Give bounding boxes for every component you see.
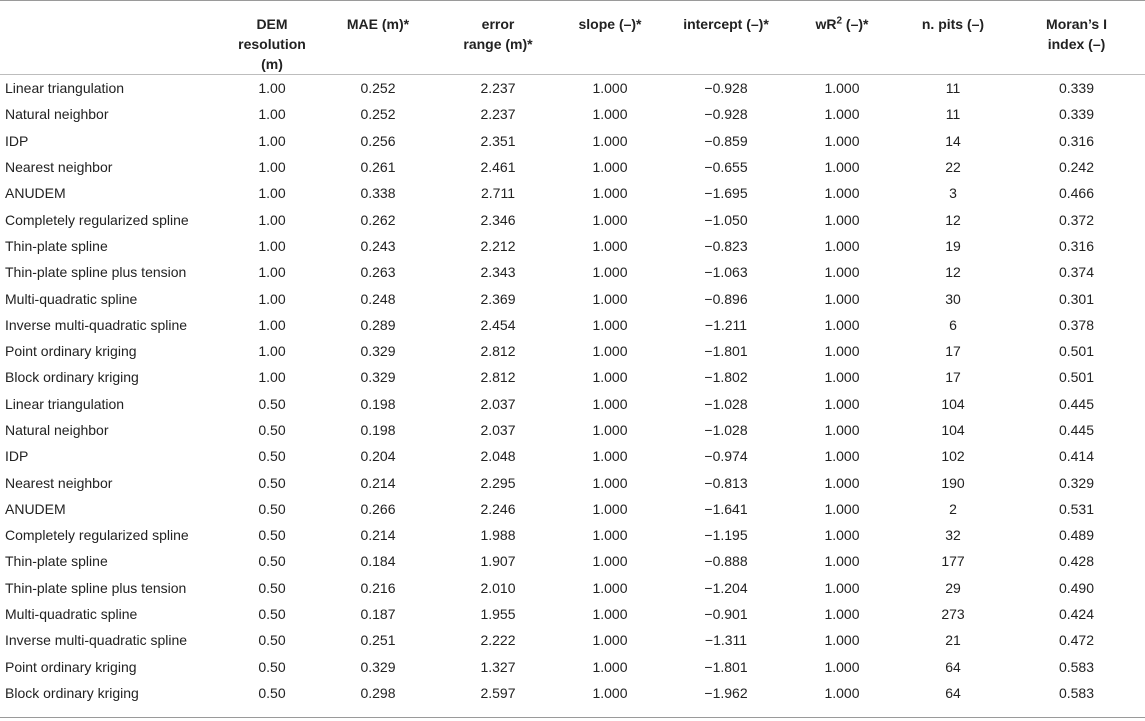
cell-n-pits: 2 bbox=[949, 500, 957, 517]
header-mae bbox=[314, 0, 442, 75]
cell-dem-resolution: 1.00 bbox=[258, 159, 286, 176]
table-row bbox=[0, 575, 1145, 601]
cell-wr2: 1.000 bbox=[824, 632, 860, 649]
table-row bbox=[0, 75, 1145, 101]
cell-n-pits: 12 bbox=[945, 211, 961, 228]
cell-error-range: 2.212 bbox=[480, 237, 516, 254]
cell-method: Linear triangulation bbox=[5, 395, 125, 412]
cell-morans-i: 0.583 bbox=[1058, 684, 1095, 701]
cell-wr2: 1.000 bbox=[824, 80, 860, 97]
header-method bbox=[0, 0, 230, 75]
cell-intercept: −1.801 bbox=[704, 343, 748, 360]
cell-morans-i: 0.490 bbox=[1058, 579, 1095, 596]
table-bottom-rule bbox=[0, 717, 1145, 718]
cell-mae: 0.262 bbox=[360, 211, 396, 228]
cell-n-pits: 177 bbox=[941, 553, 965, 570]
table-row bbox=[0, 627, 1145, 653]
table-row bbox=[0, 548, 1145, 574]
cell-intercept: −1.311 bbox=[704, 632, 748, 649]
table-row bbox=[0, 496, 1145, 522]
cell-mae: 0.187 bbox=[360, 606, 396, 623]
table-row bbox=[0, 417, 1145, 443]
cell-n-pits: 29 bbox=[945, 579, 961, 596]
cell-intercept: −1.211 bbox=[704, 316, 748, 333]
cell-intercept: −0.655 bbox=[704, 159, 748, 176]
cell-slope: 1.000 bbox=[592, 132, 628, 149]
cell-n-pits: 11 bbox=[945, 106, 961, 123]
header-morans-i bbox=[1008, 0, 1145, 75]
cell-slope: 1.000 bbox=[592, 395, 628, 412]
cell-wr2: 1.000 bbox=[824, 106, 860, 123]
cell-method: Linear triangulation bbox=[5, 80, 125, 97]
cell-intercept: −1.050 bbox=[704, 211, 748, 228]
table-row bbox=[0, 259, 1145, 285]
cell-slope: 1.000 bbox=[592, 316, 628, 333]
cell-wr2: 1.000 bbox=[824, 369, 860, 386]
cell-morans-i: 0.472 bbox=[1058, 632, 1095, 649]
cell-method: Completely regularized spline bbox=[5, 211, 189, 228]
cell-n-pits: 17 bbox=[945, 343, 961, 360]
cell-method: Completely regularized spline bbox=[5, 527, 189, 544]
cell-dem-resolution: 1.00 bbox=[258, 237, 286, 254]
table-row bbox=[0, 364, 1145, 390]
cell-intercept: −0.888 bbox=[704, 553, 748, 570]
cell-error-range: 2.222 bbox=[480, 632, 516, 649]
cell-mae: 0.204 bbox=[360, 448, 396, 465]
cell-dem-resolution: 0.50 bbox=[258, 527, 286, 544]
cell-error-range: 2.369 bbox=[480, 290, 516, 307]
cell-dem-resolution: 0.50 bbox=[258, 500, 286, 517]
cell-mae: 0.216 bbox=[360, 579, 396, 596]
cell-wr2: 1.000 bbox=[824, 185, 860, 202]
cell-morans-i: 0.583 bbox=[1058, 658, 1095, 675]
cell-intercept: −0.823 bbox=[704, 237, 748, 254]
cell-morans-i: 0.445 bbox=[1058, 422, 1095, 438]
cell-dem-resolution: 1.00 bbox=[258, 80, 286, 97]
header-wr-text: wR bbox=[815, 16, 837, 32]
cell-wr2: 1.000 bbox=[824, 527, 860, 544]
cell-morans-i: 0.316 bbox=[1058, 237, 1095, 254]
cell-intercept: −1.028 bbox=[704, 395, 748, 412]
cell-mae: 0.252 bbox=[360, 80, 396, 97]
cell-slope: 1.000 bbox=[592, 264, 628, 281]
cell-morans-i: 0.489 bbox=[1058, 527, 1095, 544]
cell-intercept: −1.204 bbox=[704, 579, 748, 596]
cell-wr2: 1.000 bbox=[824, 422, 860, 438]
cell-morans-i: 0.501 bbox=[1058, 369, 1095, 386]
cell-mae: 0.289 bbox=[360, 316, 396, 333]
cell-mae: 0.252 bbox=[360, 106, 396, 123]
cell-mae: 0.338 bbox=[360, 185, 396, 202]
cell-method: Block ordinary kriging bbox=[5, 369, 139, 386]
cell-error-range: 2.037 bbox=[480, 395, 516, 412]
cell-method: IDP bbox=[5, 132, 29, 149]
header-intercept bbox=[666, 0, 786, 75]
cell-n-pits: 190 bbox=[941, 474, 965, 491]
cell-morans-i: 0.242 bbox=[1058, 159, 1095, 176]
cell-mae: 0.214 bbox=[360, 527, 396, 544]
table-row bbox=[0, 101, 1145, 127]
cell-wr2: 1.000 bbox=[824, 395, 860, 412]
cell-error-range: 2.037 bbox=[480, 422, 516, 438]
cell-n-pits: 3 bbox=[949, 185, 957, 202]
cell-wr2: 1.000 bbox=[824, 579, 860, 596]
header-wr-unit: (–)* bbox=[842, 16, 869, 32]
cell-method: Block ordinary kriging bbox=[5, 684, 139, 701]
cell-intercept: −1.801 bbox=[704, 658, 748, 675]
table-row bbox=[0, 206, 1145, 232]
cell-wr2: 1.000 bbox=[824, 343, 860, 360]
cell-method: Natural neighbor bbox=[5, 422, 109, 438]
header-moran-line2: index (–) bbox=[1047, 36, 1106, 52]
cell-mae: 0.214 bbox=[360, 474, 396, 491]
cell-method: Point ordinary kriging bbox=[5, 658, 137, 675]
table-row bbox=[0, 522, 1145, 548]
cell-wr2: 1.000 bbox=[824, 448, 860, 465]
table-row bbox=[0, 312, 1145, 338]
cell-method: Multi-quadratic spline bbox=[5, 606, 138, 623]
cell-error-range: 2.812 bbox=[480, 369, 516, 386]
header-dem-line1: DEM bbox=[256, 16, 288, 32]
cell-intercept: −0.896 bbox=[704, 290, 748, 307]
header-intercept-text: intercept (–)* bbox=[683, 16, 769, 32]
cell-slope: 1.000 bbox=[592, 211, 628, 228]
cell-method: Natural neighbor bbox=[5, 106, 109, 123]
table-row bbox=[0, 285, 1145, 311]
cell-method: Nearest neighbor bbox=[5, 474, 113, 491]
cell-dem-resolution: 1.00 bbox=[258, 290, 286, 307]
header-n-pits bbox=[898, 0, 1008, 75]
cell-error-range: 1.988 bbox=[480, 527, 516, 544]
cell-mae: 0.329 bbox=[360, 658, 396, 675]
header-slope bbox=[554, 0, 666, 75]
cell-slope: 1.000 bbox=[592, 527, 628, 544]
cell-mae: 0.298 bbox=[360, 684, 396, 701]
cell-wr2: 1.000 bbox=[824, 316, 860, 333]
table-row bbox=[0, 443, 1145, 469]
cell-error-range: 2.295 bbox=[480, 474, 516, 491]
cell-morans-i: 0.372 bbox=[1058, 211, 1095, 228]
cell-n-pits: 273 bbox=[941, 606, 965, 623]
cell-error-range: 2.048 bbox=[480, 448, 516, 465]
cell-mae: 0.251 bbox=[360, 632, 396, 649]
cell-dem-resolution: 0.50 bbox=[258, 606, 286, 623]
cell-mae: 0.248 bbox=[360, 290, 396, 307]
cell-method: IDP bbox=[5, 448, 29, 465]
cell-intercept: −0.859 bbox=[704, 132, 748, 149]
cell-mae: 0.261 bbox=[360, 159, 396, 176]
cell-morans-i: 0.501 bbox=[1058, 343, 1095, 360]
cell-morans-i: 0.414 bbox=[1058, 448, 1095, 465]
cell-slope: 1.000 bbox=[592, 448, 628, 465]
cell-morans-i: 0.378 bbox=[1058, 316, 1095, 333]
cell-dem-resolution: 0.50 bbox=[258, 632, 286, 649]
cell-wr2: 1.000 bbox=[824, 684, 860, 701]
cell-error-range: 2.454 bbox=[480, 316, 516, 333]
cell-dem-resolution: 0.50 bbox=[258, 474, 286, 491]
cell-n-pits: 11 bbox=[945, 80, 961, 97]
cell-slope: 1.000 bbox=[592, 553, 628, 570]
cell-mae: 0.243 bbox=[360, 237, 396, 254]
cell-dem-resolution: 0.50 bbox=[258, 658, 286, 675]
cell-intercept: −1.641 bbox=[704, 500, 748, 517]
cell-error-range: 2.246 bbox=[480, 500, 516, 517]
cell-intercept: −0.813 bbox=[704, 474, 748, 491]
cell-dem-resolution: 1.00 bbox=[258, 211, 286, 228]
header-wr-superscript: 2 bbox=[836, 15, 843, 27]
table-row bbox=[0, 391, 1145, 417]
cell-n-pits: 32 bbox=[945, 527, 961, 544]
cell-slope: 1.000 bbox=[592, 290, 628, 307]
cell-error-range: 2.010 bbox=[480, 579, 516, 596]
cell-wr2: 1.000 bbox=[824, 553, 860, 570]
header-dem-line2: resolution (m) bbox=[238, 36, 306, 72]
header-row bbox=[0, 0, 1145, 75]
cell-slope: 1.000 bbox=[592, 80, 628, 97]
cell-morans-i: 0.329 bbox=[1058, 474, 1095, 491]
cell-mae: 0.198 bbox=[360, 422, 396, 438]
header-error-line2: range (m)* bbox=[463, 36, 533, 52]
cell-morans-i: 0.428 bbox=[1058, 553, 1095, 570]
cell-dem-resolution: 0.50 bbox=[258, 422, 286, 438]
cell-error-range: 2.812 bbox=[480, 343, 516, 360]
cell-error-range: 2.597 bbox=[480, 684, 516, 701]
cell-mae: 0.198 bbox=[360, 395, 396, 412]
cell-mae: 0.184 bbox=[360, 553, 396, 570]
cell-error-range: 2.346 bbox=[480, 211, 516, 228]
cell-mae: 0.263 bbox=[360, 264, 396, 281]
cell-error-range: 2.343 bbox=[480, 264, 516, 281]
table-row bbox=[0, 180, 1145, 206]
cell-morans-i: 0.339 bbox=[1058, 80, 1095, 97]
cell-wr2: 1.000 bbox=[824, 132, 860, 149]
cell-error-range: 1.955 bbox=[480, 606, 516, 623]
cell-slope: 1.000 bbox=[592, 185, 628, 202]
cell-method: Point ordinary kriging bbox=[5, 343, 137, 360]
cell-dem-resolution: 0.50 bbox=[258, 579, 286, 596]
cell-morans-i: 0.531 bbox=[1058, 500, 1095, 517]
cell-mae: 0.329 bbox=[360, 369, 396, 386]
cell-intercept: −0.974 bbox=[704, 448, 748, 465]
cell-error-range: 2.711 bbox=[481, 185, 515, 202]
cell-wr2: 1.000 bbox=[824, 500, 860, 517]
table-body bbox=[0, 75, 1145, 706]
table-row bbox=[0, 654, 1145, 680]
cell-slope: 1.000 bbox=[592, 606, 628, 623]
table-header bbox=[0, 0, 1145, 75]
cell-n-pits: 21 bbox=[945, 632, 961, 649]
cell-method: ANUDEM bbox=[5, 500, 66, 517]
cell-slope: 1.000 bbox=[592, 422, 628, 438]
cell-n-pits: 17 bbox=[945, 369, 961, 386]
cell-mae: 0.256 bbox=[360, 132, 396, 149]
cell-error-range: 1.327 bbox=[480, 658, 516, 675]
cell-n-pits: 104 bbox=[941, 422, 965, 438]
cell-mae: 0.266 bbox=[360, 500, 396, 517]
cell-slope: 1.000 bbox=[592, 106, 628, 123]
cell-slope: 1.000 bbox=[592, 343, 628, 360]
cell-dem-resolution: 0.50 bbox=[258, 684, 286, 701]
cell-n-pits: 30 bbox=[945, 290, 961, 307]
cell-slope: 1.000 bbox=[592, 658, 628, 675]
cell-morans-i: 0.301 bbox=[1058, 290, 1095, 307]
cell-wr2: 1.000 bbox=[824, 264, 860, 281]
cell-method: Inverse multi-quadratic spline bbox=[5, 316, 188, 333]
cell-method: Inverse multi-quadratic spline bbox=[5, 632, 188, 649]
cell-dem-resolution: 0.50 bbox=[258, 553, 286, 570]
cell-slope: 1.000 bbox=[592, 684, 628, 701]
table-row bbox=[0, 680, 1145, 706]
cell-morans-i: 0.445 bbox=[1058, 395, 1095, 412]
header-mae-text: MAE (m)* bbox=[346, 16, 410, 32]
cell-intercept: −1.063 bbox=[704, 264, 748, 281]
cell-intercept: −1.195 bbox=[704, 527, 748, 544]
cell-slope: 1.000 bbox=[592, 159, 628, 176]
cell-intercept: −0.928 bbox=[704, 80, 748, 97]
cell-wr2: 1.000 bbox=[824, 211, 860, 228]
table-row bbox=[0, 128, 1145, 154]
cell-dem-resolution: 1.00 bbox=[258, 369, 286, 386]
cell-method: ANUDEM bbox=[5, 185, 66, 202]
cell-n-pits: 12 bbox=[945, 264, 961, 281]
cell-morans-i: 0.316 bbox=[1058, 132, 1095, 149]
cell-dem-resolution: 1.00 bbox=[258, 132, 286, 149]
cell-dem-resolution: 1.00 bbox=[258, 316, 286, 333]
header-wr2 bbox=[786, 0, 898, 75]
cell-method: Nearest neighbor bbox=[5, 159, 113, 176]
table-row bbox=[0, 469, 1145, 495]
cell-dem-resolution: 1.00 bbox=[258, 264, 286, 281]
cell-wr2: 1.000 bbox=[824, 658, 860, 675]
header-error-range bbox=[442, 0, 554, 75]
cell-n-pits: 64 bbox=[945, 658, 961, 675]
cell-intercept: −1.962 bbox=[704, 684, 748, 701]
cell-slope: 1.000 bbox=[592, 237, 628, 254]
cell-intercept: −1.028 bbox=[704, 422, 748, 438]
cell-dem-resolution: 0.50 bbox=[258, 395, 286, 412]
header-error-line1: error bbox=[481, 16, 515, 32]
cell-slope: 1.000 bbox=[592, 632, 628, 649]
cell-n-pits: 6 bbox=[949, 316, 957, 333]
header-pits-text: n. pits (–) bbox=[921, 16, 985, 32]
header-dem-resolution bbox=[230, 0, 314, 75]
cell-n-pits: 14 bbox=[945, 132, 961, 149]
cell-wr2: 1.000 bbox=[824, 290, 860, 307]
cell-wr2: 1.000 bbox=[824, 606, 860, 623]
cell-n-pits: 104 bbox=[941, 395, 965, 412]
cell-method: Thin-plate spline plus tension bbox=[5, 579, 187, 596]
cell-morans-i: 0.424 bbox=[1058, 606, 1095, 623]
cell-slope: 1.000 bbox=[592, 579, 628, 596]
cell-method: Thin-plate spline plus tension bbox=[5, 264, 187, 281]
cell-error-range: 1.907 bbox=[480, 553, 516, 570]
cell-intercept: −1.695 bbox=[704, 185, 748, 202]
cell-error-range: 2.461 bbox=[480, 159, 516, 176]
cell-intercept: −0.901 bbox=[704, 606, 748, 623]
header-slope-text: slope (–)* bbox=[578, 16, 642, 32]
table-row bbox=[0, 338, 1145, 364]
cell-morans-i: 0.374 bbox=[1058, 264, 1095, 281]
cell-slope: 1.000 bbox=[592, 369, 628, 386]
table-row bbox=[0, 601, 1145, 627]
cell-method: Thin-plate spline bbox=[5, 237, 108, 254]
cell-error-range: 2.237 bbox=[480, 80, 516, 97]
cell-wr2: 1.000 bbox=[824, 159, 860, 176]
cell-n-pits: 64 bbox=[945, 684, 961, 701]
cell-n-pits: 102 bbox=[941, 448, 965, 465]
cell-morans-i: 0.466 bbox=[1058, 185, 1095, 202]
cell-method: Multi-quadratic spline bbox=[5, 290, 138, 307]
cell-slope: 1.000 bbox=[592, 474, 628, 491]
cell-method: Thin-plate spline bbox=[5, 553, 108, 570]
table-row bbox=[0, 154, 1145, 180]
cell-error-range: 2.351 bbox=[480, 132, 516, 149]
cell-morans-i: 0.339 bbox=[1058, 106, 1095, 123]
cell-dem-resolution: 1.00 bbox=[258, 106, 286, 123]
table-row bbox=[0, 233, 1145, 259]
cell-intercept: −0.928 bbox=[704, 106, 748, 123]
cell-dem-resolution: 1.00 bbox=[258, 185, 286, 202]
cell-intercept: −1.802 bbox=[704, 369, 748, 386]
cell-error-range: 2.237 bbox=[480, 106, 516, 123]
cell-wr2: 1.000 bbox=[824, 474, 860, 491]
header-moran-line1: Moran’s I bbox=[1046, 16, 1107, 32]
cell-dem-resolution: 0.50 bbox=[258, 448, 286, 465]
cell-n-pits: 19 bbox=[945, 237, 961, 254]
cell-wr2: 1.000 bbox=[824, 237, 860, 254]
cell-slope: 1.000 bbox=[592, 500, 628, 517]
cell-dem-resolution: 1.00 bbox=[258, 343, 286, 360]
cell-n-pits: 22 bbox=[945, 159, 961, 176]
cell-mae: 0.329 bbox=[360, 343, 396, 360]
